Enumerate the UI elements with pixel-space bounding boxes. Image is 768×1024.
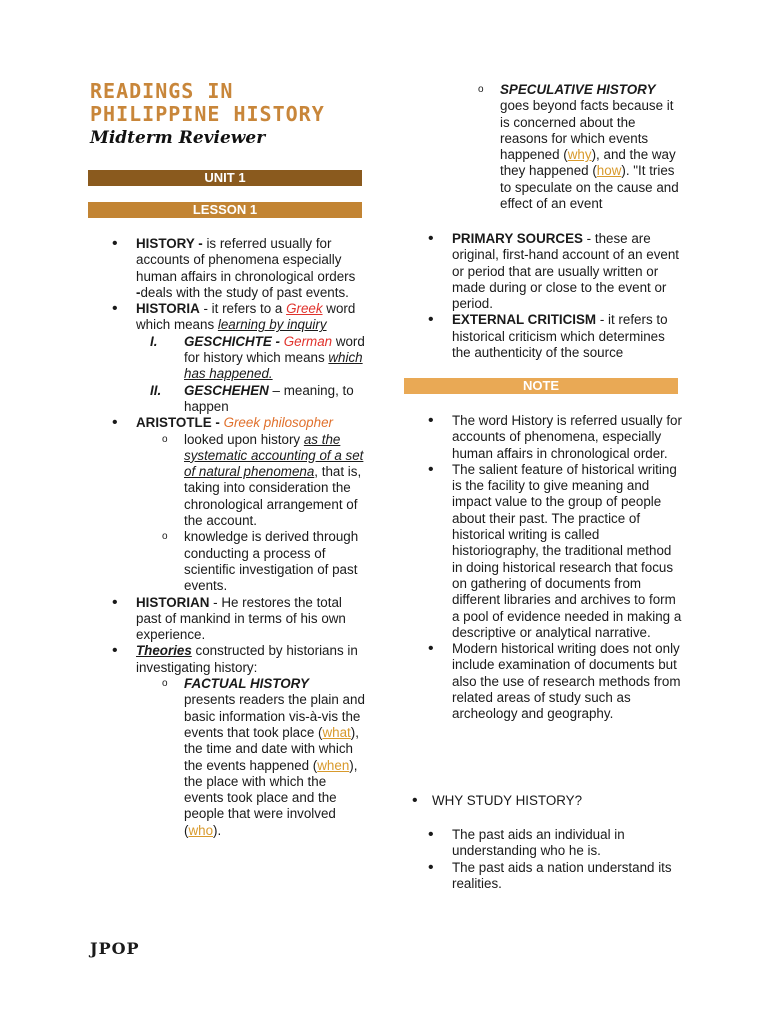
list-item-external-criticism	[404, 312, 684, 361]
spec-text-a: goes beyond facts because it is concerned about the reasons for which events happened (	[500, 98, 674, 163]
document-title	[90, 80, 325, 126]
aristotle-role: Greek philosopher	[223, 415, 333, 431]
unit-bar	[88, 170, 362, 186]
term-speculative-history: o SPECULATIVE HISTORY	[500, 82, 656, 97]
lesson-bar	[88, 202, 362, 218]
term-geschehen: GESCHEHEN	[184, 382, 269, 398]
spec-text-c: ). "It tries to speculate on the cause and effect of an event	[500, 163, 679, 212]
theories-sublist	[136, 676, 368, 839]
geschichte-meaning: which has happened.	[184, 350, 363, 382]
note-label: NOTE	[522, 378, 560, 393]
keyword-when: when	[317, 757, 350, 773]
why-block	[404, 827, 684, 892]
geschichte-lang: German	[283, 333, 333, 349]
history-def2-text: deals with the study of past events.	[140, 284, 349, 300]
document-subtitle: Midterm Reviewer	[90, 128, 266, 148]
term-primary-sources: PRIMARY SOURCES	[452, 231, 583, 246]
why-item: • The past aids a nation understand its realities.	[404, 860, 684, 893]
note-item: • Modern historical writing does not only include examination of documents but also the use of research methods from related areas of study such as archeology and geography.	[404, 641, 684, 722]
historia-sublist	[136, 334, 368, 415]
factual-text-d: ).	[213, 822, 222, 838]
history-definition: is referred usually for accounts of phenomena especially human affairs in chronological orders	[136, 236, 356, 284]
aristotle-sublist	[136, 432, 368, 595]
note-list	[404, 413, 684, 723]
term-factual-history: o FACTUAL HISTORY	[184, 676, 309, 692]
why-study-history-heading	[404, 793, 684, 809]
why-heading-block	[404, 793, 684, 809]
historia-text-a: - it refers to a	[199, 301, 287, 317]
historia-text-b: word which means	[136, 301, 356, 333]
aristotle-subitem-2	[136, 529, 368, 594]
term-historia: HISTORIA	[136, 301, 200, 317]
historia-greek: Greek	[286, 301, 323, 317]
list-item-history	[88, 236, 368, 301]
sources-block	[404, 231, 684, 361]
list-item-geschehen	[136, 383, 368, 416]
external-definition: - it refers to historical criticism which determines the authenticity of the source	[452, 312, 668, 361]
list-item-aristotle	[88, 415, 368, 594]
left-column	[88, 236, 368, 839]
speculative-list	[452, 82, 684, 212]
factual-text-b: ), the time and date with which the events happened (	[184, 724, 359, 773]
roman-numeral: I.	[150, 333, 158, 349]
why-heading-list	[404, 793, 684, 809]
term-theories: Theories	[136, 643, 192, 659]
geschehen-definition: – meaning, to happen	[184, 382, 354, 414]
why-item: • The past aids an individual in understanding who he is.	[404, 827, 684, 860]
why-heading-text: WHY STUDY HISTORY?	[432, 793, 583, 808]
lesson-list	[88, 236, 368, 839]
note-block	[404, 413, 684, 723]
term-external-criticism: EXTERNAL CRITICISM	[452, 312, 597, 328]
aristotle-sub2: knowledge is derived through conducting a process of scientific investigation of past events.	[184, 529, 359, 594]
historian-definition: - He restores the total past of mankind in terms of his own experience.	[136, 594, 346, 643]
factual-text-c: ), the place with which the events took place and the people that were involved (	[184, 757, 358, 838]
factual-text-a: presents readers the plain and basic information vis-à-vis the events that took place (	[184, 692, 365, 740]
list-item-primary-sources	[404, 231, 684, 312]
list-item-historian	[88, 595, 368, 644]
aristotle-subitem-1	[136, 432, 368, 530]
term-geschichte: GESCHICHTE -	[184, 333, 280, 349]
note-item: • The salient feature of historical writing is the facility to give meaning and impact value to the group of people about their past. The practice of historical writing is called historiography, the traditional method in doing historical research that focus on gathering of documents from different libraries and archives to form a pool of evidence needed in making a descriptive or analytical narrative.	[404, 462, 684, 641]
speculative-block	[404, 82, 684, 212]
aristotle-sub1-emphasis: as the systematic accounting of a set of natural phenomena	[184, 431, 364, 480]
aristotle-sub1-b: , that is, taking into consideration the chronological arrangement of the account.	[184, 464, 362, 529]
sources-list	[404, 231, 684, 361]
theories-definition: constructed by historians in investigating history:	[136, 643, 358, 675]
primary-definition: - these are original, first-hand account of an event or period that are usually written or made during or close to the event or period.	[452, 231, 680, 312]
keyword-why: why	[567, 147, 592, 163]
geschichte-text: word for history which means	[184, 333, 365, 366]
term-aristotle: ARISTOTLE -	[136, 415, 220, 431]
term-history: HISTORY -	[136, 236, 203, 251]
lesson-label: LESSON 1	[192, 202, 258, 217]
aristotle-sub1-a: looked upon history	[184, 431, 304, 447]
keyword-what: what	[322, 724, 351, 740]
factual-history-item	[136, 676, 368, 839]
list-item-geschichte	[136, 334, 368, 383]
note-item: • The word History is referred usually for accounts of phenomena, especially human affairs in chronological order.	[404, 413, 684, 462]
spec-text-b: ), and the way they happened (	[500, 147, 676, 179]
history-definition-2	[136, 285, 368, 301]
note-bar	[404, 378, 678, 394]
historia-meaning: learning by inquiry	[217, 317, 327, 333]
footer-signature: JPOP	[90, 939, 140, 958]
title-line-1: READINGS IN	[90, 79, 234, 103]
dash: -	[136, 284, 141, 300]
why-list	[404, 827, 684, 892]
unit-label: UNIT 1	[204, 170, 246, 185]
title-line-2: PHILIPPINE HISTORY	[90, 102, 325, 126]
speculative-history-item	[452, 82, 684, 212]
roman-numeral: II.	[150, 382, 162, 398]
keyword-who: who	[188, 822, 214, 838]
term-historian: HISTORIAN	[136, 594, 210, 610]
keyword-how: how	[596, 163, 622, 179]
list-item-theories	[88, 643, 368, 839]
list-item-historia	[88, 301, 368, 415]
